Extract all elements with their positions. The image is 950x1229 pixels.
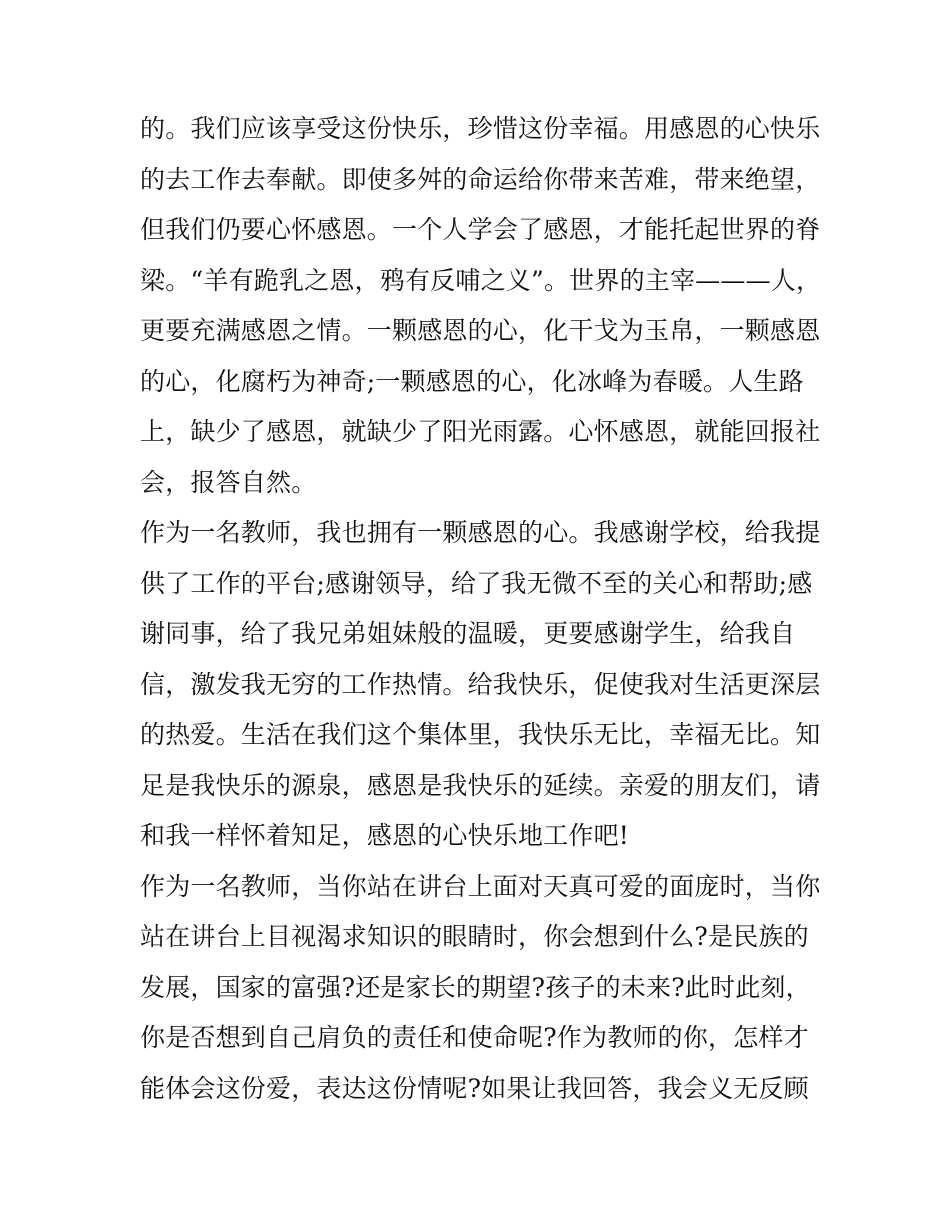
text-line: 站在讲台上目视渴求知识的眼睛时，你会想到什么?是民族的 [140, 922, 809, 951]
text-line: 上，缺少了感恩，就缺少了阳光雨露。心怀感恩，就能回报社 [140, 417, 821, 446]
text-line: 发展，国家的富强?还是家长的期望?孩子的未来?此时此刻， [140, 972, 811, 1002]
text-line: 谢同事，给了我兄弟姐妹般的温暖，更要感谢学生，给我自 [140, 619, 796, 648]
text-line: 作为一名教师，我也拥有一颗感恩的心。我感谢学校，给我提 [140, 518, 821, 547]
text-line: 梁。“羊有跪乳之恩，鸦有反哺之义”。世界的主宰———人， [140, 265, 822, 295]
text-line: 信，激发我无穷的工作热情。给我快乐，促使我对生活更深层 [140, 669, 821, 699]
paragraph-gratitude [140, 104, 820, 508]
text-line: 但我们仍要心怀感恩。一个人学会了感恩，才能托起世界的脊 [140, 215, 821, 244]
text-line: 你是否想到自己肩负的责任和使命呢?作为教师的你，怎样才 [140, 1023, 809, 1052]
text-line: 的心，化腐朽为神奇;一颗感恩的心，化冰峰为春暖。人生路 [140, 366, 804, 396]
text-line: 作为一名教师，当你站在讲台上面对天真可爱的面庞时，当你 [140, 871, 821, 901]
text-line: 和我一样怀着知足，感恩的心快乐地工作吧! [140, 821, 630, 850]
text-line: 的去工作去奉献。即使多舛的命运给你带来苦难，带来绝望， [140, 164, 821, 194]
text-line: 会，报答自然。 [140, 467, 317, 497]
text-line: 的热爱。生活在我们这个集体里，我快乐无比，幸福无比。知 [140, 720, 821, 749]
paragraph-teacher-reflection [140, 862, 820, 1115]
text-line: 供了工作的平台;感谢领导，给了我无微不至的关心和帮助;感 [140, 568, 813, 598]
document-body [140, 104, 820, 1114]
text-line: 的。我们应该享受这份快乐，珍惜这份幸福。用感恩的心快乐 [140, 114, 821, 143]
text-line: 足是我快乐的源泉，感恩是我快乐的延续。亲爱的朋友们，请 [140, 770, 821, 800]
text-line: 能体会这份爱，表达这份情呢?如果让我回答，我会义无反顾 [140, 1073, 809, 1103]
text-line: 更要充满感恩之情。一颗感恩的心，化干戈为玉帛，一颗感恩 [140, 316, 821, 345]
paragraph-teacher-gratitude [140, 508, 820, 862]
